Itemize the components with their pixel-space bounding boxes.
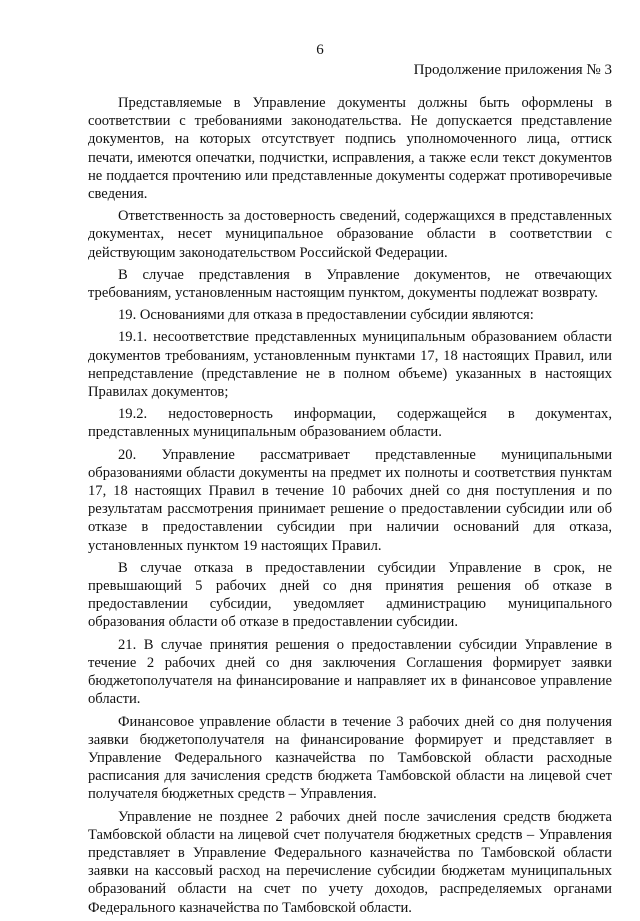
paragraph: Финансовое управление области в течение 3 рабочих дней со дня получения заявки бюджетополучателя на финансирование формирует и представляет в Управление Федерального казначейства по Тамбовской области расходные расписания для зачисления средств бюджета Тамбовской области на лицевой счет получателя бюджетных средств – Управления. (88, 713, 612, 803)
paragraph: Управление не позднее 2 рабочих дней после зачисления средств бюджета Тамбовской области на лицевой счет получателя бюджетных средств – Управления представляет в Управление Федерального казначейства по Тамбовской области заявки на кассовый расход на перечисление субсидии бюджетам муниципальных образований области на счет по учету доходов, распределяемых органами Федерального казначейства по Тамбовской области. (88, 808, 612, 916)
document-body (88, 94, 612, 921)
paragraph: Ответственность за достоверность сведений, содержащихся в представленных документах, несет муниципальное образование области в соответствии с действующим законодательством Российской Федерации. (88, 208, 612, 261)
paragraph: 19.2. недостоверность информации, содержащейся в документах, представленных муниципальным образованием области. (88, 406, 612, 441)
paragraph: В случае представления в Управление документов, не отвечающих требованиям, установленным настоящим пунктом, документы подлежат возврату. (88, 266, 612, 302)
paragraph: 19. Основаниями для отказа в предоставлении субсидии являются: (118, 307, 534, 324)
page-number: 6 (316, 42, 324, 58)
paragraph: Представляемые в Управление документы должны быть оформлены в соответствии с требованиями законодательства. Не допускается представление документов, на которых отсутствует подпись уполномоченного лица, оттиск печати, имеются опечатки, подчистки, исправления, а также если текст документов не поддается прочтению или представленные документы содержат противоречивые сведения. (88, 95, 612, 203)
paragraph: В случае отказа в предоставлении субсидии Управление в срок, не превышающий 5 рабочих дней со дня принятия решения об отказе в предоставлении субсидии, уведомляет администрацию муниципального образования области об отказе в предоставлении субсидии. (88, 559, 612, 631)
paragraph: 20. Управление рассматривает представленные муниципальными образованиями области документы на предмет их полноты и соответствия пунктам 17, 18 настоящих Правил в течение 10 рабочих дней со дня поступления и по результатам рассмотрения принимает решение о предоставлении субсидии или об отказе в предоставлении субсидии при наличии оснований для отказа, установленных пунктом 19 настоящих Правил. (88, 446, 612, 554)
appendix-continuation-note: Продолжение приложения № 3 (413, 62, 612, 78)
paragraph: 21. В случае принятия решения о предоставлении субсидии Управление в течение 2 рабочих дней со дня заключения Соглашения формирует заявки бюджетополучателя на финансирование и направляет их в финансовое управление области. (88, 636, 612, 708)
paragraph: 19.1. несоответствие представленных муниципальным образованием области документов требованиям, установленным пунктами 17, 18 настоящих Правил, или непредставление (представление не в полном объеме) указанных в настоящих Правилах документов; (88, 329, 612, 401)
